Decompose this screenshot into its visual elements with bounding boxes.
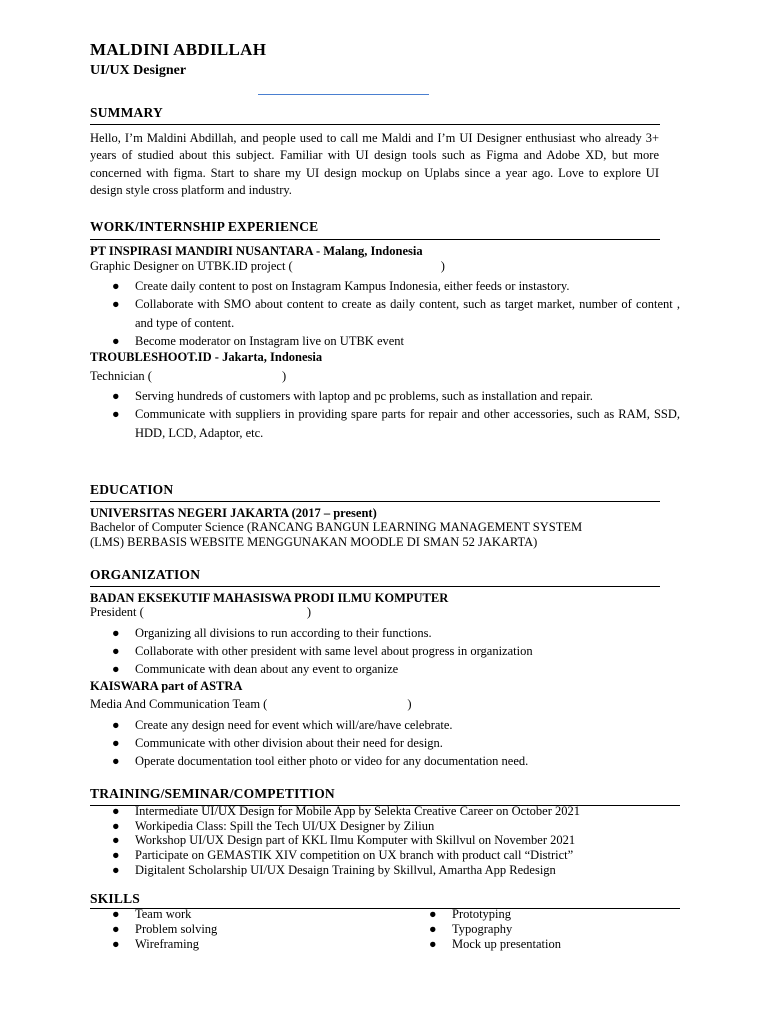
bullet-icon: ●: [112, 921, 120, 936]
list-item: ● Create daily content to post on Instagram Kampus Indonesia, either feeds or instastory.: [90, 277, 680, 295]
list-item: ● Team work: [112, 907, 192, 921]
education-title: EDUCATION: [90, 482, 174, 497]
list-item: ● Prototyping: [429, 907, 512, 921]
list-item: ● Communicate with other division about their need for design.: [90, 734, 680, 752]
education-school: UNIVERSITAS NEGERI JAKARTA (2017 – present): [90, 506, 377, 520]
education-rule: [90, 501, 660, 502]
training-title: TRAINING/SEMINAR/COMPETITION: [90, 786, 335, 801]
org-role-2-close: ): [407, 697, 412, 711]
org-role-1-close: ): [306, 605, 311, 619]
list-item: ● Wireframing: [112, 936, 200, 951]
bullet-icon: ●: [112, 626, 120, 640]
work-company-1: PT INSPIRASI MANDIRI NUSANTARA - Malang, Indonesia: [90, 244, 423, 258]
skills-right-list: [407, 907, 561, 951]
list-item: ● Operate documentation tool either photo or video for any documentation need.: [90, 752, 680, 770]
list-item: ● Collaborate with SMO about content to create as daily content, such as target market, number of content , and type of content.: [112, 297, 680, 330]
org-role-2: [90, 697, 412, 712]
skills-left-list: [90, 907, 217, 951]
work-bullets-2: [90, 387, 680, 442]
org-role-1-text: President (: [90, 605, 144, 619]
list-item: ● Become moderator on Instagram live on UTBK event: [90, 332, 680, 350]
list-item: ● Workipedia Class: Spill the Tech UI/UX Designer by Ziliun: [112, 818, 435, 833]
bullet-icon: ●: [112, 279, 120, 293]
organization-rule: [90, 586, 660, 587]
education-degree-line-1: Bachelor of Computer Science (RANCANG BANGUN LEARNING MANAGEMENT SYSTEM: [90, 520, 583, 534]
work-role-2-text: Technician (: [90, 369, 152, 383]
hyperlink-underline[interactable]: [258, 94, 429, 95]
list-item: ● Collaborate with other president with same level about progress in organization: [90, 642, 680, 660]
bullet-icon: ●: [112, 297, 120, 312]
work-company-2: TROUBLESHOOT.ID - Jakarta, Indonesia: [90, 350, 323, 364]
work-rule: [90, 239, 660, 240]
candidate-role: UI/UX Designer: [90, 63, 187, 78]
bullet-icon: ●: [112, 644, 120, 659]
training-list: [90, 804, 680, 878]
list-item: ● Mock up presentation: [429, 936, 562, 951]
bullet-icon: ●: [112, 804, 120, 818]
list-item: ● Typography: [429, 921, 513, 936]
summary-text: Hello, I’m Maldini Abdillah, and people used to call me Maldi and I’m UI Designer enthusiast who already 3+ years of studied about this subject. Familiar with UI design tools such as Figma and Adobe XD, but more concerned with figma. Start to share my UI design mockup on Uplabs since a year ago. Love to explore UI design style cross platform and industry.: [90, 131, 659, 197]
bullet-icon: ●: [112, 848, 120, 863]
bullet-icon: ●: [429, 921, 437, 936]
summary-rule: [90, 124, 660, 125]
work-role-1: [90, 259, 445, 274]
work-bullets-1: [90, 277, 680, 351]
bullet-icon: ●: [112, 662, 120, 677]
work-role-2-close: ): [281, 369, 287, 383]
list-item: ● Digitalent Scholarship UI/UX Desaign Training by Skillvul, Amartha App Redesign: [112, 862, 556, 877]
bullet-icon: ●: [112, 334, 120, 349]
list-item: ● Problem solving: [112, 921, 218, 936]
list-item: ● Create any design need for event which will/are/have celebrate.: [90, 716, 680, 734]
bullet-icon: ●: [429, 936, 437, 951]
skills-title: SKILLS: [90, 891, 140, 906]
candidate-name: MALDINI ABDILLAH: [90, 40, 267, 59]
org-role-2-text: Media And Communication Team (: [90, 697, 268, 711]
work-title: WORK/INTERNSHIP EXPERIENCE: [90, 219, 319, 234]
bullet-icon: ●: [429, 907, 437, 921]
org-name-1: BADAN EKSEKUTIF MAHASISWA PRODI ILMU KOMPUTER: [90, 591, 449, 605]
education-degree-line-2: (LMS) BERBASIS WEBSITE MENGGUNAKAN MOODLE DI SMAN 52 JAKARTA): [90, 535, 538, 549]
summary-title: SUMMARY: [90, 105, 163, 120]
organization-title: ORGANIZATION: [90, 567, 201, 582]
list-item: ● Participate on GEMASTIK XIV competition on UX branch with product call “District”: [112, 848, 574, 863]
work-role-1-close: ): [440, 259, 445, 273]
list-item: ● Workshop UI/UX Design part of KKL Ilmu Komputer with Skillvul on November 2021: [112, 833, 576, 848]
list-item: ● Communicate with suppliers in providing spare parts for repair and other accessories, such as RAM, SSD, HDD, LCD, Adaptor, etc.: [112, 407, 680, 440]
bullet-icon: ●: [112, 862, 120, 877]
org-bullets-2: [90, 716, 680, 771]
list-item: ● Serving hundreds of customers with laptop and pc problems, such as installation and repair.: [90, 387, 680, 405]
work-role-1-text: Graphic Designer on UTBK.ID project (: [90, 259, 293, 273]
bullet-icon: ●: [112, 718, 120, 732]
bullet-icon: ●: [112, 833, 120, 848]
org-bullets-1: [90, 624, 680, 679]
org-role-1: [90, 605, 311, 620]
list-item: ● Communicate with dean about any event to organize: [90, 660, 680, 678]
bullet-icon: ●: [112, 407, 120, 422]
bullet-icon: ●: [112, 736, 120, 751]
bullet-icon: ●: [112, 936, 120, 951]
bullet-icon: ●: [112, 389, 120, 403]
work-role-2: [90, 369, 286, 384]
list-item: ● Intermediate UI/UX Design for Mobile App by Selekta Creative Career on October 2021: [112, 804, 581, 818]
bullet-icon: ●: [112, 907, 120, 921]
list-item: ● Organizing all divisions to run according to their functions.: [90, 624, 680, 642]
org-name-2: KAISWARA part of ASTRA: [90, 679, 243, 693]
bullet-icon: ●: [112, 754, 120, 769]
bullet-icon: ●: [112, 818, 120, 833]
